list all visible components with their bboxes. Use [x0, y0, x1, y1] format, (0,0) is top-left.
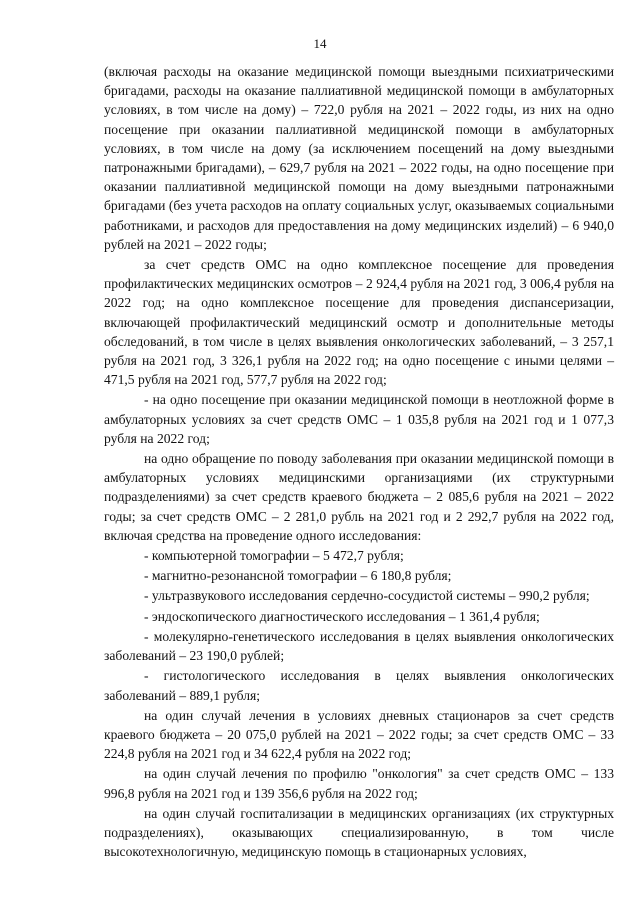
list-item-ultrasound: - ультразвукового исследования сердечно-сосудистой системы – 990,2 рубля;: [144, 588, 590, 604]
paragraph-oncology: на один случай лечения по профилю "онкология" за счет средств ОМС – 133 996,8 рубля на 2021 год и 139 356,6 рубля на 2022 год;: [104, 766, 614, 801]
list-item-molecular-genetic: - молекулярно-генетического исследования в целях выявления онкологических заболеваний – 23 190,0 рублей;: [104, 628, 614, 664]
document-body: [104, 62, 614, 861]
list-item-mri: - магнитно-резонансной томографии – 6 180,8 рубля;: [144, 568, 452, 584]
paragraph-4: на одно обращение по поводу заболевания при оказании медицинской помощи в амбулаторных условиях медицинскими организациями (их структурными подразделениями) за счет средств краевого бюджета – 2 085,6 рубля на 2021 – 2022 годы; за счет средств ОМС – 2 281,0 рубль на 2021 год и 2 292,7 рубля на 2022 год, включая средства на проведение одного исследования:: [104, 451, 614, 543]
paragraph-3: - на одно посещение при оказании медицинской помощи в неотложной форме в амбулаторных условиях за счет средств ОМС – 1 035,8 рубля на 2021 год и 1 077,3 рубля на 2022 год;: [104, 392, 614, 446]
list-item-histology: - гистологического исследования в целях выявления онкологических заболеваний – 889,1 рубля;: [104, 668, 614, 703]
paragraph-day-hospital: на один случай лечения в условиях дневных стационаров за счет средств краевого бюджета – 20 075,0 рублей на 2021 – 2022 годы; за счет средств ОМС – 33 224,8 рубля на 2021 год и 34 622,4 рубля на 2022 год;: [104, 707, 614, 762]
page-number: 14: [313, 36, 327, 51]
paragraph-hospitalization: на один случай госпитализации в медицинских организациях (их структурных подразделениях), оказывающих специализированную, в том числе высокотехнологичную, медицинскую помощь в стационарных условиях,: [104, 805, 614, 860]
list-item-endoscopy: - эндоскопического диагностического исследования – 1 361,4 рубля;: [144, 608, 540, 624]
list-item-ct: - компьютерной томографии – 5 472,7 рубля;: [144, 548, 404, 564]
paragraph-2: за счет средств ОМС на одно комплексное посещение для проведения профилактических медицинских осмотров – 2 924,4 рубля на 2021 год, 3 006,4 рубля на 2022 год; на одно комплексное посещение для проведения диспансеризации, включающей профилактический медицинский осмотр и дополнительные методы обследований, в том числе в целях выявления онкологических заболеваний, – 3 257,1 рубля на 2021 год, 3 326,1 рубля на 2022 год; на одно посещение с иными целями – 471,5 рубля на 2021 год, 577,7 рубля на 2022 год;: [104, 257, 614, 388]
paragraph-1: (включая расходы на оказание медицинской помощи выездными психиатрическими бригадами, расходы на оказание паллиативной медицинской помощи в амбулаторных условиях, в том числе на дому) – 722,0 рубля на 2021 – 2022 годы, из них на одно посещение при оказании паллиативной медицинской помощи в амбулаторных условиях, в том числе на дому (за исключением посещений на дому выездными патронажными бригадами), – 629,7 рубля на 2021 – 2022 годы, на одно посещение при оказании паллиативной медицинской помощи на дому выездными патронажными бригадами (без учета расходов на оплату социальных услуг, оказываемых социальными работниками, и расходов для предоставления на дому медицинских изделий) – 6 940,0 рублей на 2021 – 2022 годы;: [104, 64, 614, 252]
